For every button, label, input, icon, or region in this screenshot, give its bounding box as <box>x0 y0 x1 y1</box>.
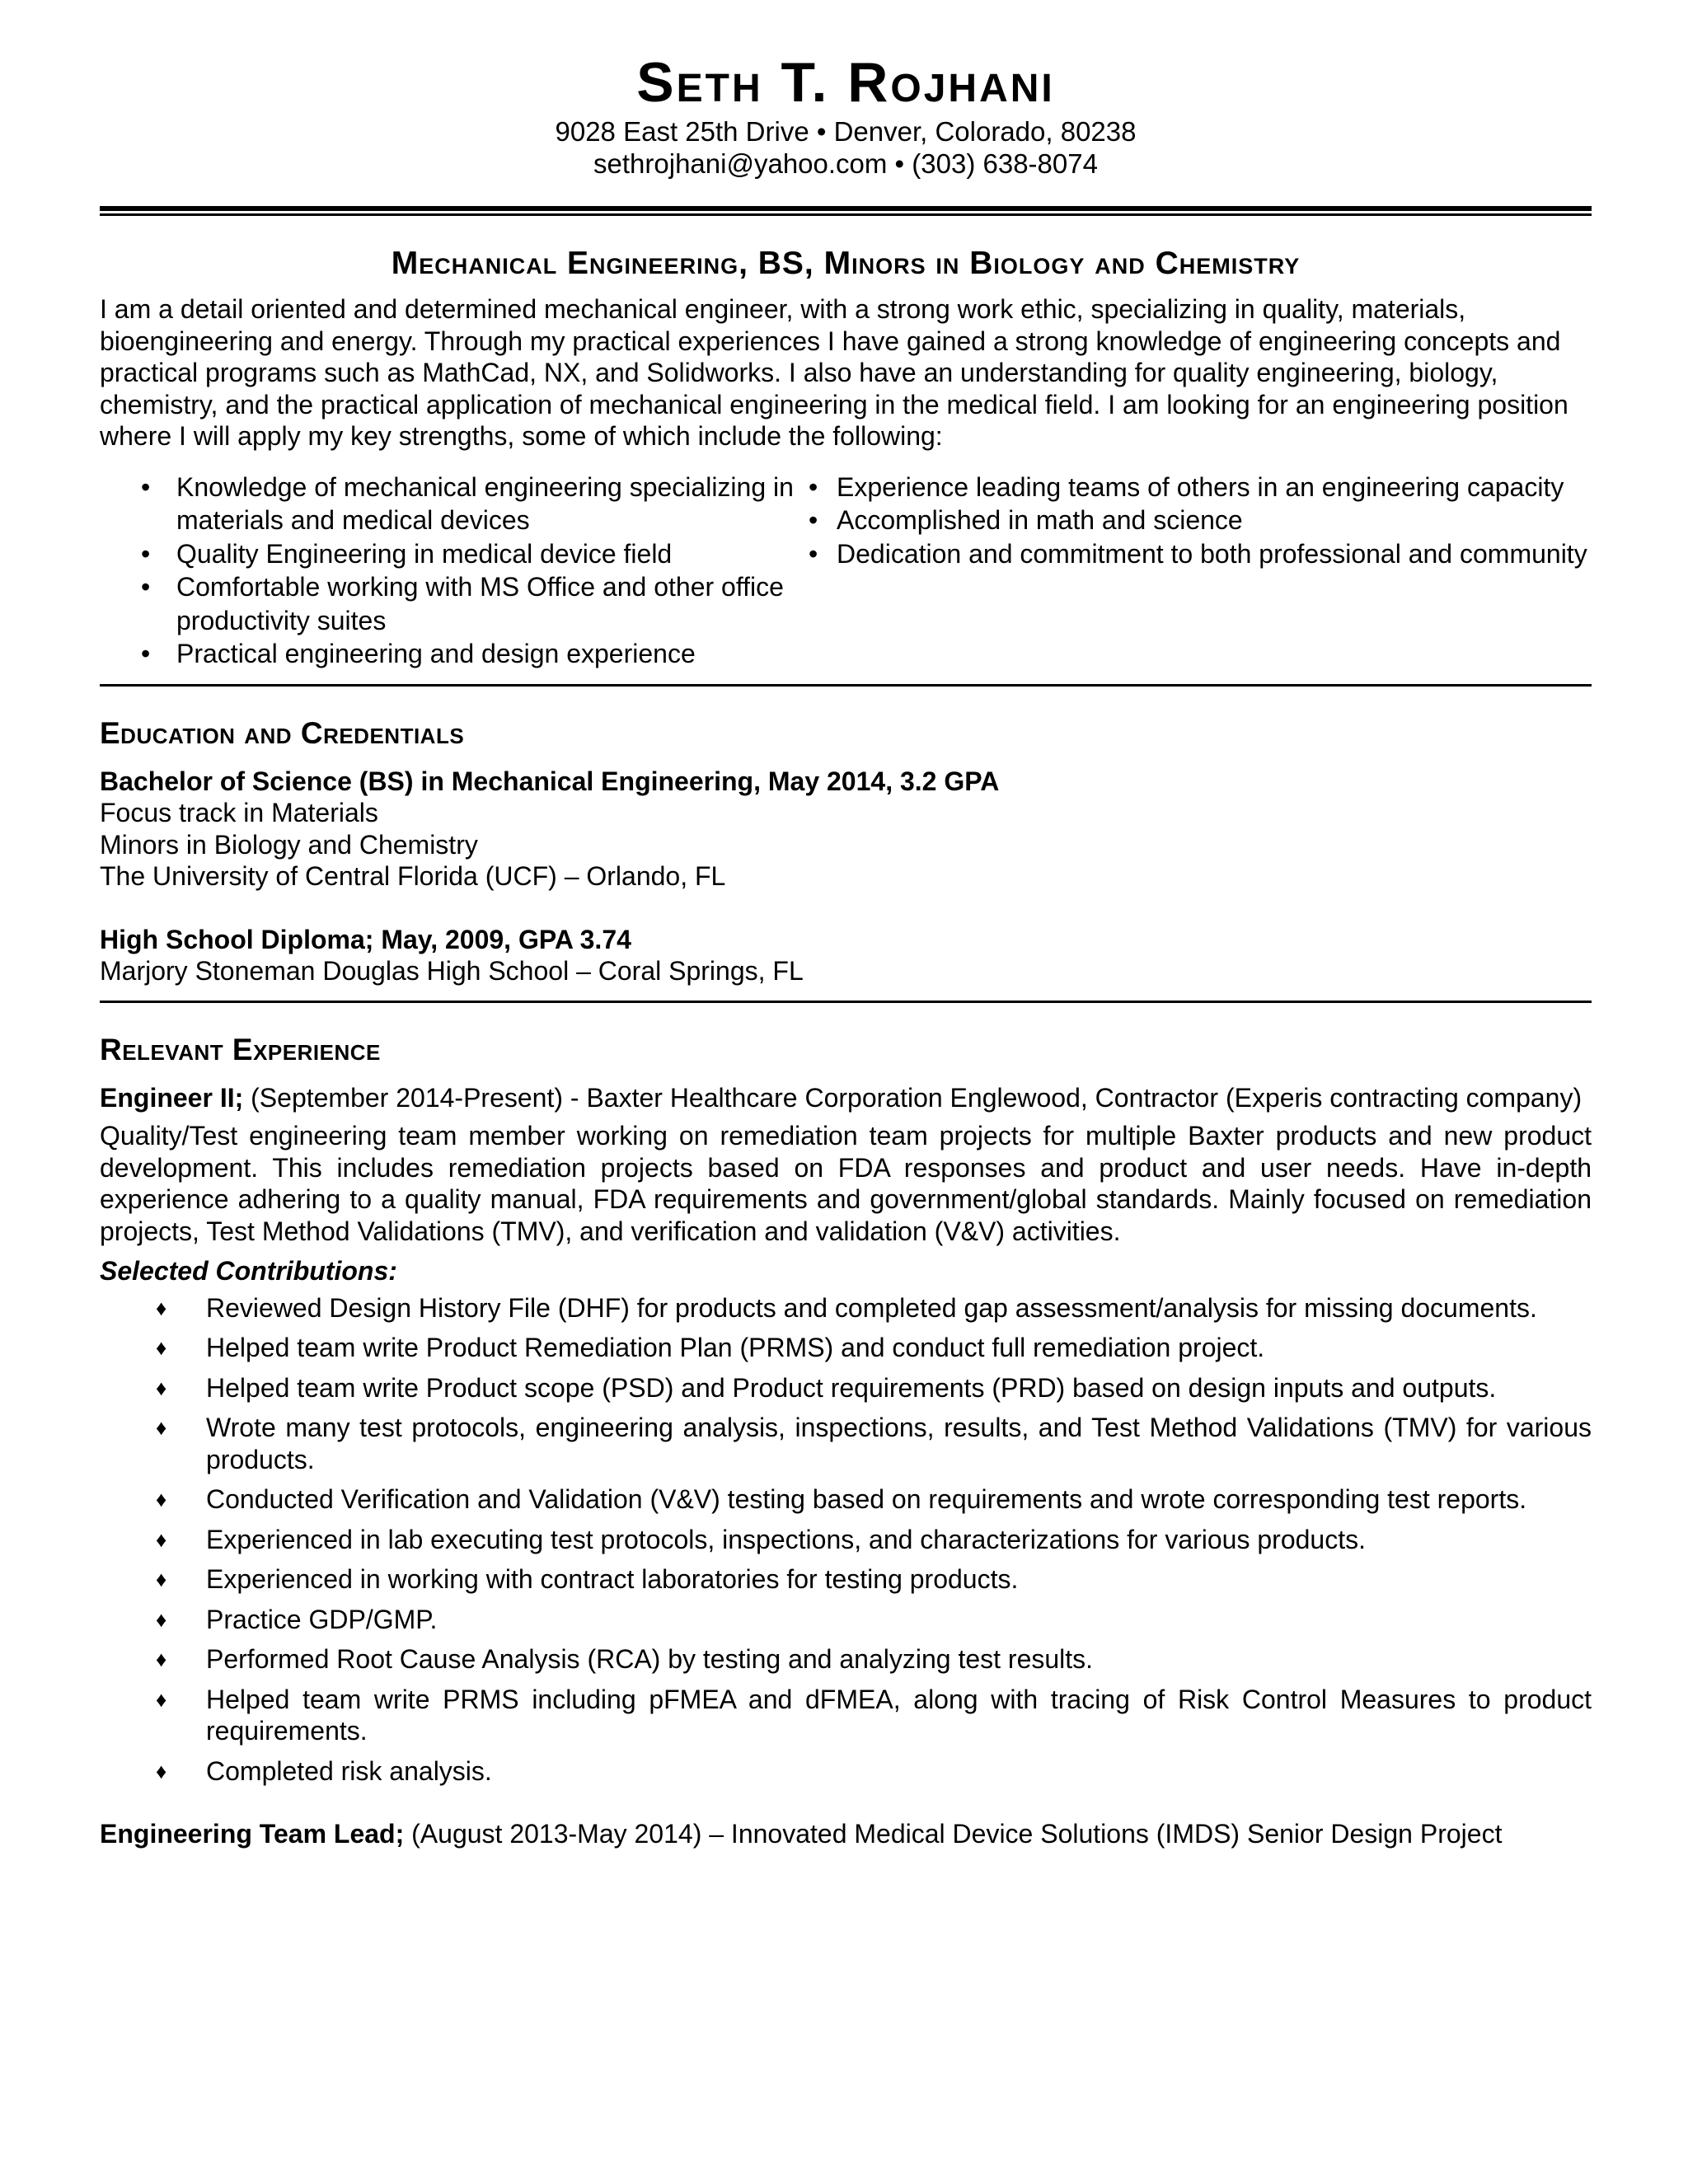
contribution-item: ♦ Completed risk analysis. <box>156 1755 492 1786</box>
diamond-bullet-icon: ♦ <box>156 1606 167 1632</box>
contribution-item: ♦ Practice GDP/GMP. <box>156 1604 438 1634</box>
job-role: Engineering Team Lead; <box>100 1819 405 1849</box>
contribution-item: ♦ Reviewed Design History File (DHF) for products and completed gap assessment/analysis for missing documents. <box>156 1292 1537 1323</box>
contribution-item: ♦ Helped team write Product Remediation Plan (PRMS) and conduct full remediation project. <box>156 1333 1265 1362</box>
address-line: 9028 East 25th Drive • Denver, Colorado, 80238 <box>555 116 1137 147</box>
contribution-item: ♦ Helped team write Product scope (PSD) and Product requirements (PRD) based on design inputs and outputs. <box>156 1372 1497 1403</box>
university-name: The University of Central Florida (UCF) – Orlando, FL <box>100 861 726 891</box>
strength-item: • Practical engineering and design experience <box>141 637 809 671</box>
diamond-bullet-icon: ♦ <box>156 1647 167 1671</box>
job-details: (August 2013-May 2014) – Innovated Medical Device Solutions (IMDS) Senior Design Project <box>404 1819 1503 1849</box>
job-details: (September 2014-Present) - Baxter Healthcare Corporation Englewood, Contractor (Experis contracting company) <box>243 1082 1582 1113</box>
hs-diploma: High School Diploma; May, 2009, GPA 3.74 <box>100 924 631 954</box>
bullet-icon: • <box>141 639 151 668</box>
strengths-column-1 <box>100 471 809 671</box>
diamond-bullet-icon: ♦ <box>156 1686 167 1712</box>
key-strengths <box>100 471 1592 671</box>
high-school-block <box>100 924 1592 987</box>
bullet-icon: • <box>141 538 151 569</box>
degree-minors: Minors in Biology and Chemistry <box>100 829 478 860</box>
resume-headline: Mechanical Engineering, BS, Minors in Biology and Chemistry <box>391 246 1301 281</box>
header-divider <box>100 206 1592 216</box>
contribution-item: ♦ Performed Root Cause Analysis (RCA) by testing and analyzing test results. <box>156 1644 1094 1674</box>
bullet-icon: • <box>809 471 818 502</box>
experience-heading: Relevant Experience <box>100 1032 381 1066</box>
diamond-bullet-icon: ♦ <box>156 1567 167 1591</box>
bullet-icon: • <box>809 505 818 535</box>
strength-item: • Accomplished in math and science <box>809 504 1592 537</box>
diamond-bullet-icon: ♦ <box>156 1335 167 1360</box>
resume-page <box>100 49 1592 1850</box>
contributions-heading: Selected Contributions: <box>100 1256 397 1286</box>
contribution-item: ♦ Experienced in working with contract laboratories for testing products. <box>156 1564 1019 1594</box>
degree-block <box>100 766 1592 893</box>
candidate-name: Seth T. Rojhani <box>636 51 1055 114</box>
bullet-icon: • <box>141 471 151 502</box>
section-divider <box>100 684 1592 687</box>
contribution-item: ♦ Wrote many test protocols, engineering analysis, inspections, results, and Test Method Validations (TMV) for various products. <box>156 1413 1592 1474</box>
job-header <box>100 1082 1592 1114</box>
strength-item: • Experience leading teams of others in an engineering capacity <box>809 471 1592 504</box>
diamond-bullet-icon: ♦ <box>156 1415 167 1440</box>
bullet-icon: • <box>141 572 151 602</box>
job-description: Quality/Test engineering team member working on remediation team projects for multiple Baxter products and new product development. This includes remediation projects based on FDA responses and product and user needs. Have in-depth experience adhering to a quality manual, FDA requirements and government/global standards. Mainly focused on remediation projects, Test Method Validations (TMV), and verification and validation (V&V) activities. <box>100 1121 1592 1246</box>
job-header <box>100 1818 1592 1850</box>
education-heading: Education and Credentials <box>100 715 465 750</box>
diamond-bullet-icon: ♦ <box>156 1526 167 1552</box>
contribution-item: ♦ Experienced in lab executing test protocols, inspections, and characterizations for various products. <box>156 1524 1366 1554</box>
strength-item: • Quality Engineering in medical device field <box>141 537 809 571</box>
section-divider <box>100 1001 1592 1003</box>
contributions-list <box>100 1292 1592 1788</box>
strength-item: • Dedication and commitment to both professional and community <box>809 537 1592 571</box>
degree-focus: Focus track in Materials <box>100 798 378 827</box>
contact-line: sethrojhani@yahoo.com • (303) 638-8074 <box>593 148 1098 179</box>
strength-item: • Knowledge of mechanical engineering specializing in materials and medical devices <box>141 471 794 535</box>
diamond-bullet-icon: ♦ <box>156 1375 167 1400</box>
contribution-item: ♦ Helped team write PRMS including pFMEA and dFMEA, along with tracing of Risk Control Measures to product requirements. <box>156 1684 1592 1746</box>
diamond-bullet-icon: ♦ <box>156 1487 167 1511</box>
bullet-icon: • <box>809 538 818 569</box>
degree-title: Bachelor of Science (BS) in Mechanical Engineering, May 2014, 3.2 GPA <box>100 766 1000 796</box>
job-role: Engineer II; <box>100 1082 244 1113</box>
diamond-bullet-icon: ♦ <box>156 1758 167 1783</box>
diamond-bullet-icon: ♦ <box>156 1295 167 1320</box>
summary-paragraph: I am a detail oriented and determined mechanical engineer, with a strong work ethic, specializing in quality, materials, bioengineering and energy. Through my practical experiences I have gained a strong knowledge of engineering concepts and practical programs such as MathCad, NX, and Solidworks. I also have an understanding for quality engineering, biology, chemistry, and the practical application of mechanical engineering in the medical field. I am looking for an engineering position where I will apply my key strengths, some of which include the following: <box>100 294 1568 451</box>
strengths-column-2 <box>809 471 1592 671</box>
strength-item: • Comfortable working with MS Office and other office productivity suites <box>141 572 784 635</box>
contribution-item: ♦ Conducted Verification and Validation (V&V) testing based on requirements and wrote corresponding test reports. <box>156 1484 1527 1514</box>
hs-name: Marjory Stoneman Douglas High School – Coral Springs, FL <box>100 956 804 986</box>
